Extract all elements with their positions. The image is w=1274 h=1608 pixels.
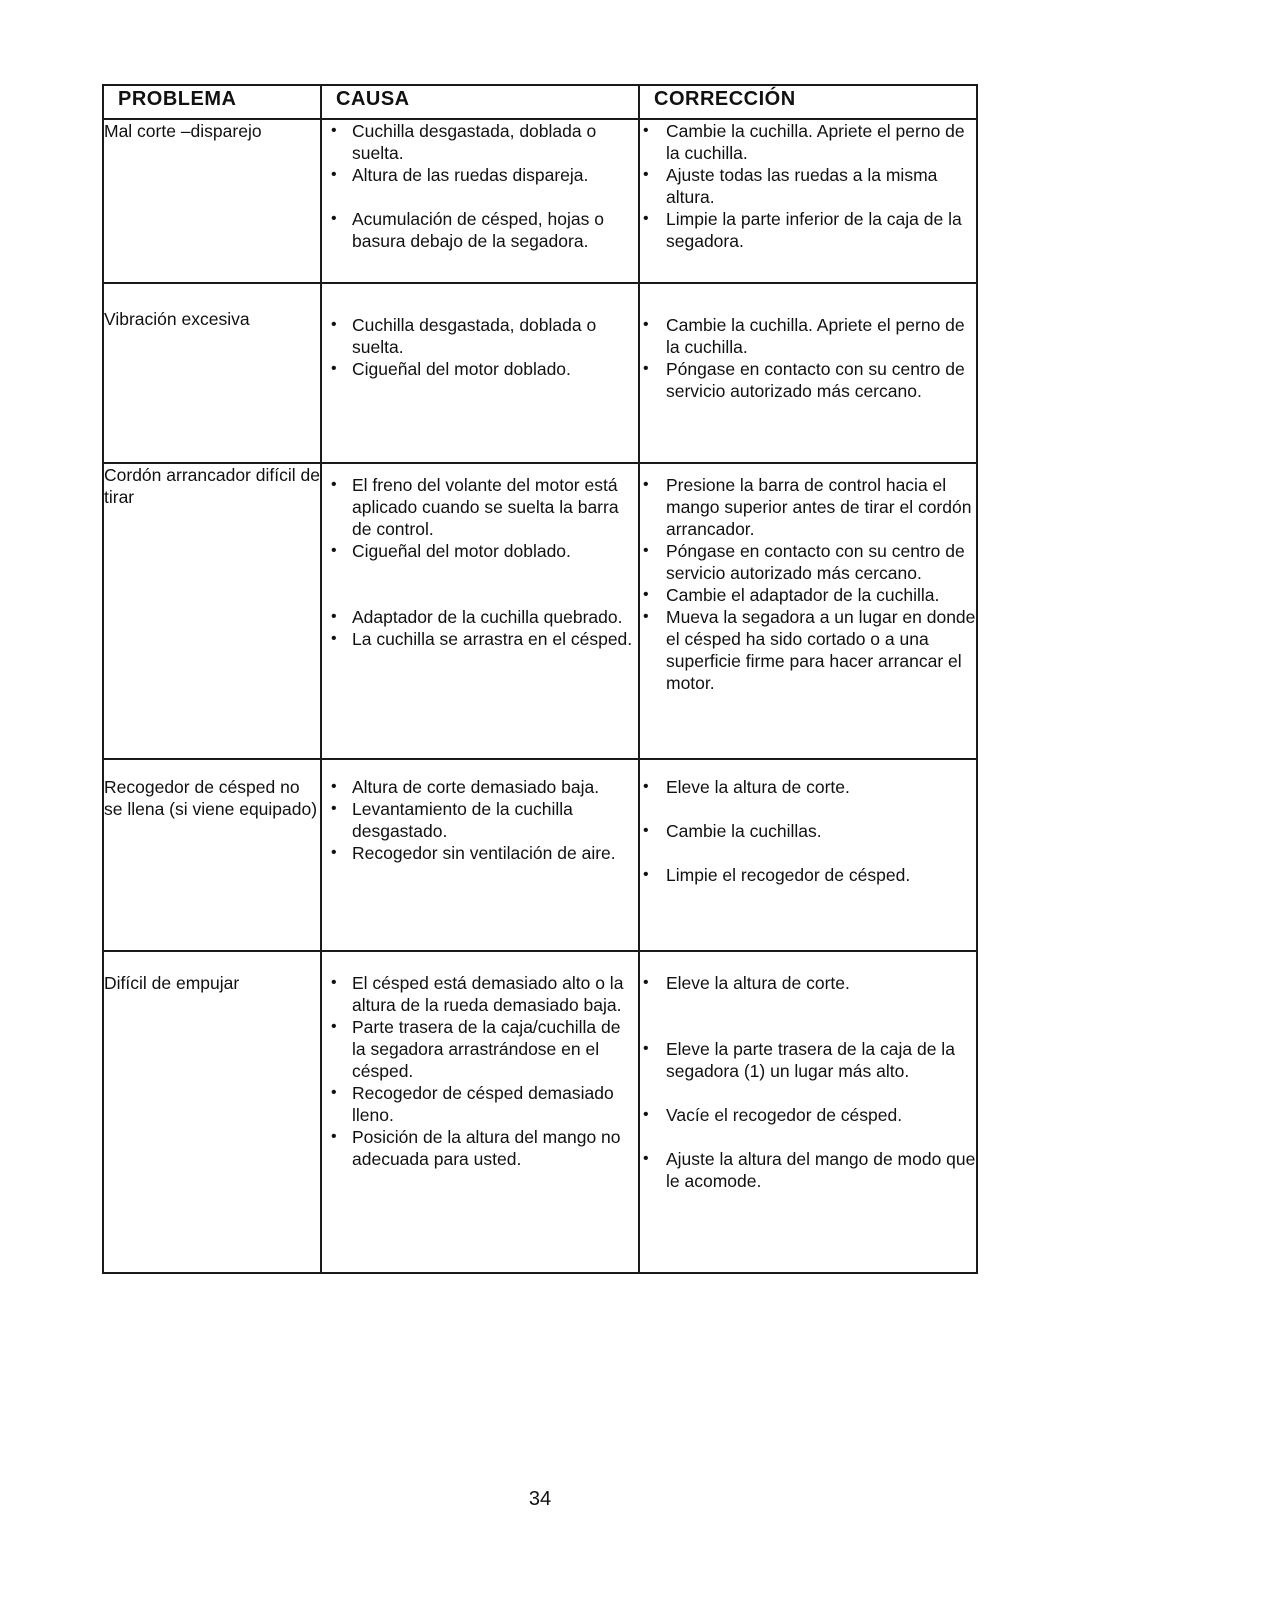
correction-item: • Eleve la altura de corte. (640, 972, 976, 994)
correction-item: • Mueva la segadora a un lugar en donde el césped ha sido cortado o a una superficie firme para hacer arrancar el motor. (640, 606, 976, 694)
correction-item: • Presione la barra de control hacia el mango superior antes de tirar el cordón arrancador. (640, 474, 976, 540)
cause-item: • Recogedor sin ventilación de aire. (322, 842, 638, 864)
cause-item: • Acumulación de césped, hojas o basura debajo de la segadora. (322, 208, 638, 252)
cause-item: • La cuchilla se arrastra en el césped. (322, 628, 638, 650)
cause-cell (321, 283, 639, 463)
header-cause: CAUSA (321, 85, 639, 119)
cause-item: • Cuchilla desgastada, doblada o suelta. (322, 314, 638, 358)
cause-item: • Cuchilla desgastada, doblada o suelta. (322, 120, 638, 164)
table-header-row (103, 85, 977, 119)
cause-item: • Cigueñal del motor doblado. (322, 358, 638, 380)
header-problem: PROBLEMA (103, 85, 321, 119)
correction-item: • Ajuste la altura del mango de modo que le acomode. (640, 1148, 976, 1192)
correction-item: • Limpie la parte inferior de la caja de la segadora. (640, 208, 976, 252)
cause-item: • Recogedor de césped demasiado lleno. (322, 1082, 638, 1126)
correction-item: • Póngase en contacto con su centro de servicio autorizado más cercano. (640, 540, 976, 584)
cause-cell (321, 951, 639, 1273)
correction-cell (639, 283, 977, 463)
problem-cell: Mal corte –disparejo (103, 119, 321, 283)
cause-item: • Levantamiento de la cuchilla desgastado. (322, 798, 638, 842)
table-row (103, 283, 977, 463)
problem-cell: Cordón arrancador difícil de tirar (103, 463, 321, 759)
problem-cell: Recogedor de césped no se llena (si viene equipado) (103, 759, 321, 951)
correction-cell (639, 119, 977, 283)
problem-cell: Difícil de empujar (103, 951, 321, 1273)
cause-item: • Posición de la altura del mango no adecuada para usted. (322, 1126, 638, 1170)
problem-cell: Vibración excesiva (103, 283, 321, 463)
page-number: 34 (528, 1488, 552, 1510)
table-row (103, 951, 977, 1273)
correction-cell (639, 759, 977, 951)
cause-item: • El césped está demasiado alto o la altura de la rueda demasiado baja. (322, 972, 638, 1016)
correction-item: • Limpie el recogedor de césped. (640, 864, 976, 886)
correction-item: • Cambie la cuchillas. (640, 820, 976, 842)
table-row (103, 759, 977, 951)
correction-cell (639, 951, 977, 1273)
cause-cell (321, 119, 639, 283)
correction-item: • Cambie la cuchilla. Apriete el perno de la cuchilla. (640, 120, 976, 164)
cause-item: • Cigueñal del motor doblado. (322, 540, 638, 562)
correction-item: • Eleve la parte trasera de la caja de la segadora (1) un lugar más alto. (640, 1038, 976, 1082)
table-row (103, 119, 977, 283)
cause-item: • El freno del volante del motor está aplicado cuando se suelta la barra de control. (322, 474, 638, 540)
correction-item: • Póngase en contacto con su centro de servicio autorizado más cercano. (640, 358, 976, 402)
troubleshooting-table (102, 84, 978, 1274)
cause-cell (321, 463, 639, 759)
cause-item: • Altura de las ruedas dispareja. (322, 164, 638, 186)
correction-item: • Cambie el adaptador de la cuchilla. (640, 584, 976, 606)
cause-cell (321, 759, 639, 951)
correction-item: • Eleve la altura de corte. (640, 776, 976, 798)
correction-item: • Cambie la cuchilla. Apriete el perno de la cuchilla. (640, 314, 976, 358)
cause-item: • Adaptador de la cuchilla quebrado. (322, 606, 638, 628)
cause-item: • Altura de corte demasiado baja. (322, 776, 638, 798)
correction-item: • Vacíe el recogedor de césped. (640, 1104, 976, 1126)
correction-item: • Ajuste todas las ruedas a la misma altura. (640, 164, 976, 208)
header-correction: CORRECCIÓN (639, 85, 977, 119)
cause-item: • Parte trasera de la caja/cuchilla de la segadora arrastrándose en el césped. (322, 1016, 638, 1082)
correction-cell (639, 463, 977, 759)
table-row (103, 463, 977, 759)
